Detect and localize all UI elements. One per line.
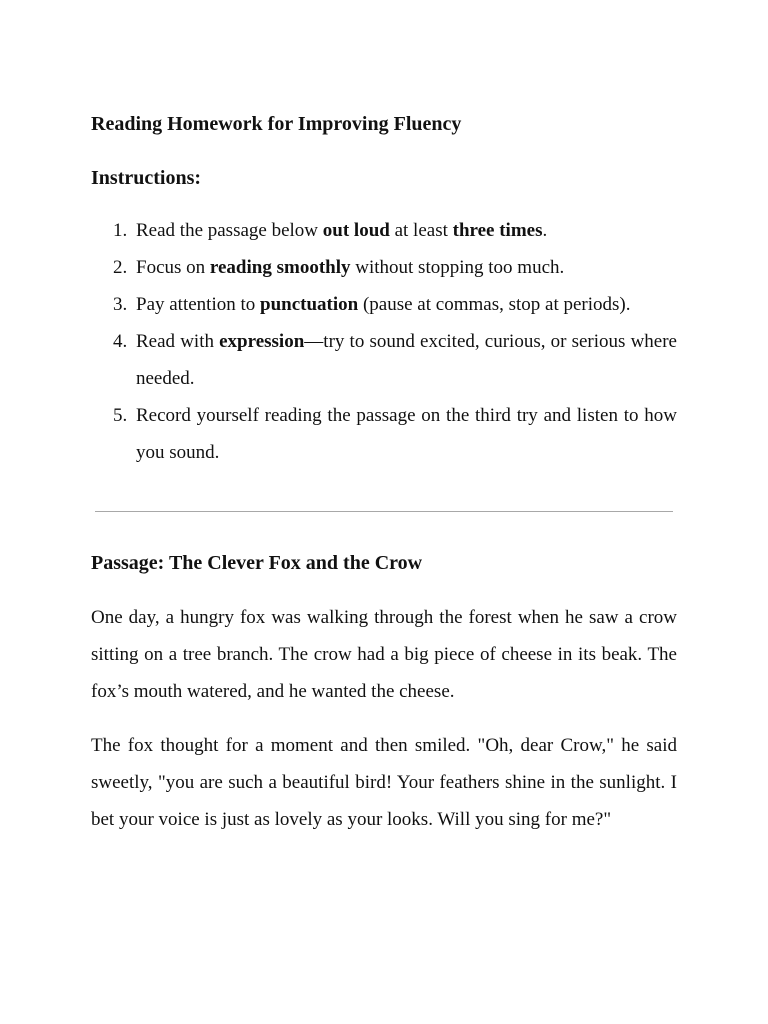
step-emphasis: reading smoothly: [209, 257, 351, 278]
step-number: 1.: [113, 220, 128, 241]
step-text-part: at least: [389, 220, 453, 241]
horizontal-divider: [95, 511, 673, 512]
instructions-list: [91, 212, 677, 471]
step-emphasis: punctuation: [260, 294, 359, 315]
step-number: 4.: [113, 331, 128, 352]
step-text-part: Read with: [136, 331, 220, 352]
step-text-part: Pay attention to: [136, 294, 261, 315]
instructions-heading: Instructions:: [91, 167, 202, 189]
step-number: 3.: [113, 294, 128, 315]
instruction-item: [91, 249, 677, 286]
step-emphasis: out loud: [322, 220, 390, 241]
step-text-part: Read the passage below: [136, 220, 323, 241]
step-text: [136, 220, 547, 241]
step-text-part: Focus on: [136, 257, 210, 278]
instruction-item: [91, 286, 677, 323]
document-title: Reading Homework for Improving Fluency: [91, 113, 462, 135]
instruction-item: [91, 323, 677, 397]
step-emphasis: three times: [452, 220, 543, 241]
step-text-part: without stopping too much.: [350, 257, 565, 278]
passage-paragraph: One day, a hungry fox was walking through the forest when he saw a crow sitting on a tree branch. The crow had a big piece of cheese in its beak. The fox’s mouth watered, and he wanted the cheese.: [91, 607, 677, 702]
step-emphasis: expression: [219, 331, 305, 352]
instruction-item: [91, 212, 677, 249]
step-text-part: —try to sound excited, curious, or serious where needed.: [136, 331, 677, 389]
step-text: [136, 257, 564, 278]
step-text: [136, 331, 677, 389]
step-number: 2.: [113, 257, 128, 278]
passage-paragraph: The fox thought for a moment and then smiled. "Oh, dear Crow," he said sweetly, "you are such a beautiful bird! Your feathers shine in the sunlight. I bet your voice is just as lovely as your looks. Will you sing for me?": [91, 735, 677, 830]
instruction-item: [91, 397, 677, 471]
passage-title: Passage: The Clever Fox and the Crow: [91, 552, 423, 574]
step-text: [136, 294, 630, 315]
step-text: Record yourself reading the passage on the third try and listen to how you sound.: [136, 405, 677, 463]
step-number: 5.: [113, 405, 128, 426]
step-text-part: (pause at commas, stop at periods).: [358, 294, 631, 315]
step-text-part: .: [542, 220, 548, 241]
